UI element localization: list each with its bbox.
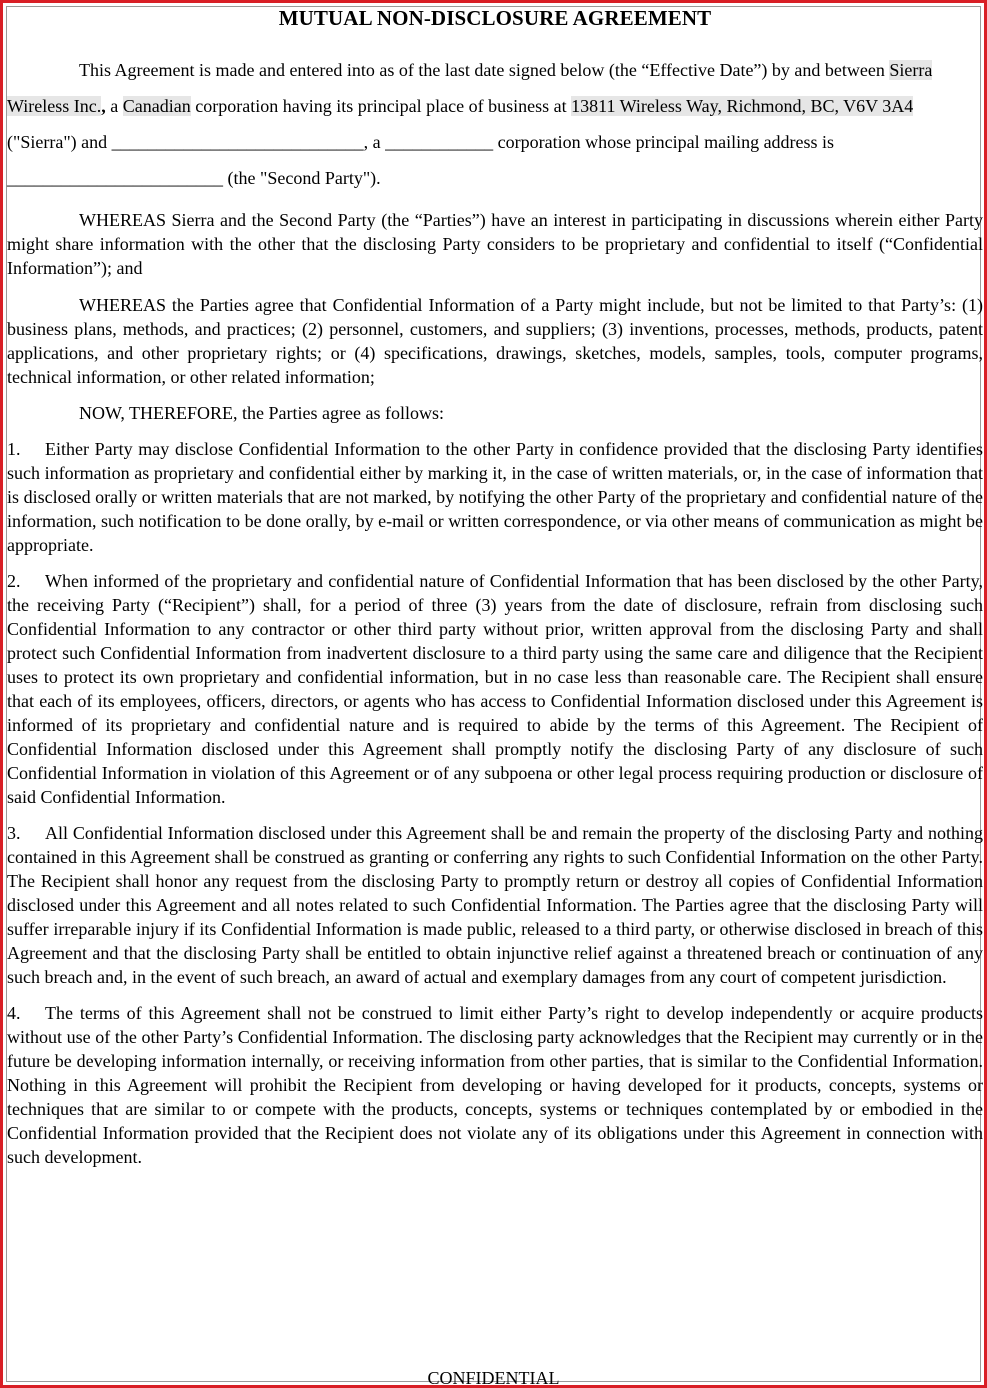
clause-text: Either Party may disclose Confidential Information to the other Party in confidence provided that the disclosing Party identifies such information as proprietary and confidential either by marking it, in the case of written materials, or, in the case of information that is disclosed orally or written materials that are not marked, by notifying the other Party of the proprietary and confidential nature of the information, such notification to be done orally, by e-mail or written correspondence, or via other means of communication as might be appropriate. [7, 439, 983, 555]
now-therefore-paragraph [7, 401, 983, 425]
whereas-text-1: WHEREAS Sierra and the Second Party (the “Parties”) have an interest in participating in discussions wherein either Party might share information with the other that the disclosing Party considers to be proprietary and confidential to itself (“Confidential Information”); and [7, 210, 983, 278]
clause-number: 4. [7, 1003, 21, 1023]
address-field[interactable]: 13811 Wireless Way, Richmond, BC, V6V 3A4 [571, 96, 914, 116]
clause-1 [7, 437, 983, 557]
jurisdiction-field[interactable]: Canadian [122, 96, 191, 116]
intro-text-1: This Agreement is made and entered into as of the last date signed below (the “Effective Date”) by and between [79, 60, 890, 80]
clause-2 [7, 569, 983, 809]
intro-text-3: corporation having its principal place of business at [190, 96, 572, 116]
now-therefore-text: NOW, THEREFORE, the Parties agree as follows: [79, 403, 444, 423]
page-footer: CONFIDENTIAL [427, 1368, 560, 1388]
clause-number: 3. [7, 823, 21, 843]
clause-text: The terms of this Agreement shall not be construed to limit either Party’s right to develop independently or acquire products without use of the other Party’s Confidential Information. The disclosing party acknowledges that the Recipient may currently or in the future be developing information internally, or receiving information from other parties, that is similar to the Confidential Information. Nothing in this Agreement will prohibit the Recipient from developing or having developed for it products, concepts, systems or techniques that are similar to or compete with the products, concepts, systems or techniques contemplated by or embodied in the Confidential Information provided that the Recipient does not violate any of its obligations under this Agreement in connection with such development. [7, 1003, 983, 1167]
clause-3 [7, 821, 983, 989]
company-name-field[interactable]: Sierra Wireless Inc. [7, 60, 933, 116]
intro-comma: , [101, 96, 106, 116]
clause-number: 2. [7, 571, 21, 591]
whereas-text-2: WHEREAS the Parties agree that Confidential Information of a Party might include, but not be limited to that Party’s: (1) business plans, methods, and practices; (2) personnel, customers, and suppliers; (3) inventions, processes, methods, products, patent applications, and other proprietary rights; or (4) specifications, drawings, sketches, models, samples, tools, computer programs, technical information, or other related information; [7, 295, 983, 387]
clause-text: All Confidential Information disclosed under this Agreement shall be and remain the property of the disclosing Party and nothing contained in this Agreement shall be construed as granting or conferring any rights to such Confidential Information on the other Party. The Recipient shall honor any request from the disclosing Party to promptly return or destroy all copies of Confidential Information disclosed under this Agreement and all notes related to such Confidential Information. The Parties agree that the disclosing Party will suffer irreparable injury if its Confidential Information is made public, released to a third party, or otherwise disclosed in breach of this Agreement and that the disclosing Party shall be entitled to obtain injunctive relief against a threatened breach or continuation of any such breach and, in the event of such breach, an award of actual and exemplary damages from any court of competent jurisdiction. [7, 823, 983, 987]
clause-4 [7, 1001, 983, 1169]
whereas-paragraph-1 [7, 208, 983, 280]
clause-text: When informed of the proprietary and confidential nature of Confidential Information that has been disclosed by the other Party, the receiving Party (“Recipient”) shall, for a period of three (3) years from the date of disclosure, refrain from disclosing such Confidential Information to any contractor or other third party without prior, written approval from the disclosing Party and shall protect such Confidential Information from inadvertent disclosure to a third party using the same care and diligence that the Recipient uses to protect its own proprietary and confidential information, but in no case less than reasonable care. The Recipient shall ensure that each of its employees, officers, directors, or agents who has access to Confidential Information disclosed under this Agreement is informed of its proprietary and confidential nature and is required to abide by the terms of this Agreement. The Recipient of Confidential Information disclosed under this Agreement shall promptly notify the disclosing Party of any disclosure of such Confidential Information in violation of this Agreement or of any subpoena or other legal process requiring production or disclosure of said Confidential Information. [7, 571, 983, 807]
clause-number: 1. [7, 439, 21, 459]
whereas-paragraph-2 [7, 293, 983, 389]
document-title: MUTUAL NON-DISCLOSURE AGREEMENT [278, 6, 712, 30]
document-body [7, 3, 983, 1169]
intro-text-2: a [105, 96, 123, 116]
intro-text-4: ("Sierra") and ____________________________, a ____________ corporation whose principal mailing address is ________________________ (the "Second Party"). [7, 132, 835, 188]
intro-paragraph [7, 52, 983, 196]
